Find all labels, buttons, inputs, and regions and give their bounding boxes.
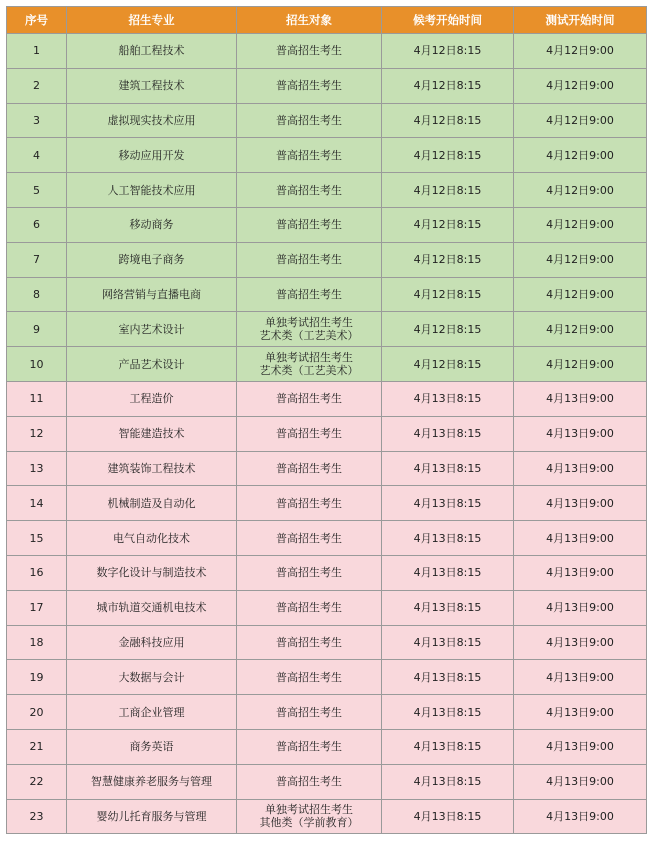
cell-wait-time: 4月13日8:15 <box>382 521 514 556</box>
cell-target-line: 普高招生考生 <box>276 705 342 719</box>
cell-no: 19 <box>7 660 67 695</box>
table-row <box>7 381 647 416</box>
table-row <box>7 68 647 103</box>
cell-test-time: 4月13日9:00 <box>514 416 647 451</box>
cell-target <box>237 173 382 208</box>
cell-major: 金融科技应用 <box>67 625 237 660</box>
cell-target-line: 普高招生考生 <box>276 740 342 754</box>
cell-wait-time: 4月13日8:15 <box>382 660 514 695</box>
header-cell-wait-time: 候考开始时间 <box>382 7 514 34</box>
cell-wait-time: 4月13日8:15 <box>382 486 514 521</box>
schedule-table-wrapper <box>6 6 646 834</box>
table-row <box>7 207 647 242</box>
cell-target-line: 单独考试招生考生 <box>265 351 353 365</box>
table-row <box>7 555 647 590</box>
cell-major: 网络营销与直播电商 <box>67 277 237 312</box>
cell-target-line: 普高招生考生 <box>276 218 342 232</box>
cell-target <box>237 347 382 382</box>
cell-target <box>237 764 382 799</box>
cell-major: 城市轨道交通机电技术 <box>67 590 237 625</box>
cell-no: 22 <box>7 764 67 799</box>
cell-no: 4 <box>7 138 67 173</box>
cell-wait-time: 4月13日8:15 <box>382 590 514 625</box>
cell-major: 移动商务 <box>67 207 237 242</box>
cell-no: 9 <box>7 312 67 347</box>
table-row <box>7 347 647 382</box>
cell-major: 室内艺术设计 <box>67 312 237 347</box>
table-row <box>7 625 647 660</box>
cell-test-time: 4月12日9:00 <box>514 173 647 208</box>
cell-major: 虚拟现实技术应用 <box>67 103 237 138</box>
cell-target-line: 其他类（学前教育） <box>259 816 359 830</box>
cell-target-line: 艺术类（工艺美术） <box>259 364 359 378</box>
cell-test-time: 4月13日9:00 <box>514 660 647 695</box>
cell-major: 智慧健康养老服务与管理 <box>67 764 237 799</box>
cell-target-line: 普高招生考生 <box>276 392 342 406</box>
table-row <box>7 764 647 799</box>
cell-target <box>237 34 382 69</box>
cell-major: 婴幼儿托育服务与管理 <box>67 799 237 834</box>
cell-wait-time: 4月13日8:15 <box>382 799 514 834</box>
cell-test-time: 4月12日9:00 <box>514 138 647 173</box>
table-row <box>7 729 647 764</box>
cell-no: 8 <box>7 277 67 312</box>
table-body <box>7 34 647 834</box>
cell-target-line: 艺术类（工艺美术） <box>259 329 359 343</box>
cell-target <box>237 207 382 242</box>
cell-no: 13 <box>7 451 67 486</box>
cell-wait-time: 4月13日8:15 <box>382 451 514 486</box>
cell-wait-time: 4月12日8:15 <box>382 347 514 382</box>
cell-test-time: 4月13日9:00 <box>514 695 647 730</box>
cell-major: 工程造价 <box>67 381 237 416</box>
cell-test-time: 4月13日9:00 <box>514 729 647 764</box>
cell-no: 20 <box>7 695 67 730</box>
cell-test-time: 4月12日9:00 <box>514 347 647 382</box>
table-row <box>7 660 647 695</box>
cell-wait-time: 4月12日8:15 <box>382 173 514 208</box>
cell-major: 机械制造及自动化 <box>67 486 237 521</box>
cell-major: 工商企业管理 <box>67 695 237 730</box>
cell-test-time: 4月13日9:00 <box>514 486 647 521</box>
cell-target-line: 普高招生考生 <box>276 183 342 197</box>
table-row <box>7 590 647 625</box>
cell-no: 17 <box>7 590 67 625</box>
cell-no: 15 <box>7 521 67 556</box>
cell-target-line: 单独考试招生考生 <box>265 803 353 817</box>
table-row <box>7 103 647 138</box>
header-cell-target: 招生对象 <box>237 7 382 34</box>
cell-test-time: 4月13日9:00 <box>514 590 647 625</box>
cell-wait-time: 4月13日8:15 <box>382 625 514 660</box>
cell-wait-time: 4月12日8:15 <box>382 138 514 173</box>
cell-wait-time: 4月13日8:15 <box>382 416 514 451</box>
cell-no: 14 <box>7 486 67 521</box>
cell-test-time: 4月12日9:00 <box>514 68 647 103</box>
cell-test-time: 4月12日9:00 <box>514 242 647 277</box>
cell-wait-time: 4月13日8:15 <box>382 764 514 799</box>
cell-target <box>237 799 382 834</box>
cell-target-line: 普高招生考生 <box>276 287 342 301</box>
cell-major: 电气自动化技术 <box>67 521 237 556</box>
cell-target-line: 普高招生考生 <box>276 253 342 267</box>
cell-target <box>237 555 382 590</box>
cell-test-time: 4月13日9:00 <box>514 625 647 660</box>
cell-no: 7 <box>7 242 67 277</box>
table-row <box>7 416 647 451</box>
cell-target-line: 普高招生考生 <box>276 496 342 510</box>
cell-target <box>237 68 382 103</box>
cell-no: 11 <box>7 381 67 416</box>
cell-no: 10 <box>7 347 67 382</box>
cell-test-time: 4月13日9:00 <box>514 555 647 590</box>
cell-target <box>237 729 382 764</box>
cell-test-time: 4月13日9:00 <box>514 764 647 799</box>
cell-test-time: 4月13日9:00 <box>514 451 647 486</box>
cell-target-line: 普高招生考生 <box>276 601 342 615</box>
cell-major: 智能建造技术 <box>67 416 237 451</box>
table-row <box>7 486 647 521</box>
cell-target-line: 普高招生考生 <box>276 113 342 127</box>
cell-wait-time: 4月12日8:15 <box>382 312 514 347</box>
table-header <box>7 7 647 34</box>
table-row <box>7 312 647 347</box>
cell-test-time: 4月12日9:00 <box>514 34 647 69</box>
cell-wait-time: 4月12日8:15 <box>382 242 514 277</box>
cell-no: 21 <box>7 729 67 764</box>
cell-target <box>237 312 382 347</box>
cell-target-line: 普高招生考生 <box>276 670 342 684</box>
cell-target-line: 普高招生考生 <box>276 148 342 162</box>
cell-wait-time: 4月12日8:15 <box>382 68 514 103</box>
cell-no: 12 <box>7 416 67 451</box>
cell-wait-time: 4月12日8:15 <box>382 277 514 312</box>
cell-no: 6 <box>7 207 67 242</box>
cell-target <box>237 451 382 486</box>
cell-target-line: 普高招生考生 <box>276 635 342 649</box>
cell-wait-time: 4月12日8:15 <box>382 34 514 69</box>
cell-major: 移动应用开发 <box>67 138 237 173</box>
cell-test-time: 4月13日9:00 <box>514 381 647 416</box>
cell-major: 产品艺术设计 <box>67 347 237 382</box>
cell-target <box>237 695 382 730</box>
table-row <box>7 242 647 277</box>
cell-target <box>237 242 382 277</box>
cell-test-time: 4月13日9:00 <box>514 521 647 556</box>
cell-wait-time: 4月12日8:15 <box>382 103 514 138</box>
cell-target <box>237 660 382 695</box>
table-row <box>7 138 647 173</box>
cell-major: 人工智能技术应用 <box>67 173 237 208</box>
cell-major: 建筑工程技术 <box>67 68 237 103</box>
table-row <box>7 451 647 486</box>
table-row <box>7 521 647 556</box>
schedule-table <box>6 6 647 834</box>
cell-wait-time: 4月13日8:15 <box>382 695 514 730</box>
cell-wait-time: 4月12日8:15 <box>382 207 514 242</box>
cell-target <box>237 521 382 556</box>
cell-target-line: 普高招生考生 <box>276 79 342 93</box>
cell-major: 大数据与会计 <box>67 660 237 695</box>
cell-major: 数字化设计与制造技术 <box>67 555 237 590</box>
cell-target-line: 普高招生考生 <box>276 775 342 789</box>
cell-major: 商务英语 <box>67 729 237 764</box>
cell-target <box>237 590 382 625</box>
cell-no: 3 <box>7 103 67 138</box>
table-row <box>7 799 647 834</box>
header-row <box>7 7 647 34</box>
cell-target-line: 普高招生考生 <box>276 44 342 58</box>
table-row <box>7 173 647 208</box>
header-cell-test-time: 测试开始时间 <box>514 7 647 34</box>
cell-test-time: 4月12日9:00 <box>514 103 647 138</box>
cell-test-time: 4月12日9:00 <box>514 277 647 312</box>
cell-major: 跨境电子商务 <box>67 242 237 277</box>
cell-wait-time: 4月13日8:15 <box>382 555 514 590</box>
header-cell-major: 招生专业 <box>67 7 237 34</box>
table-row <box>7 277 647 312</box>
cell-target-line: 普高招生考生 <box>276 427 342 441</box>
cell-target <box>237 103 382 138</box>
cell-test-time: 4月13日9:00 <box>514 799 647 834</box>
cell-target-line: 普高招生考生 <box>276 461 342 475</box>
cell-test-time: 4月12日9:00 <box>514 207 647 242</box>
cell-target-line: 单独考试招生考生 <box>265 316 353 330</box>
cell-no: 2 <box>7 68 67 103</box>
cell-no: 5 <box>7 173 67 208</box>
cell-major: 船舶工程技术 <box>67 34 237 69</box>
cell-target-line: 普高招生考生 <box>276 566 342 580</box>
cell-no: 16 <box>7 555 67 590</box>
cell-wait-time: 4月13日8:15 <box>382 729 514 764</box>
cell-no: 1 <box>7 34 67 69</box>
cell-target <box>237 277 382 312</box>
cell-target <box>237 416 382 451</box>
cell-test-time: 4月12日9:00 <box>514 312 647 347</box>
cell-no: 23 <box>7 799 67 834</box>
cell-major: 建筑装饰工程技术 <box>67 451 237 486</box>
header-cell-no: 序号 <box>7 7 67 34</box>
cell-target-line: 普高招生考生 <box>276 531 342 545</box>
cell-wait-time: 4月13日8:15 <box>382 381 514 416</box>
cell-target <box>237 381 382 416</box>
cell-no: 18 <box>7 625 67 660</box>
cell-target <box>237 625 382 660</box>
table-row <box>7 34 647 69</box>
cell-target <box>237 486 382 521</box>
table-row <box>7 695 647 730</box>
cell-target <box>237 138 382 173</box>
